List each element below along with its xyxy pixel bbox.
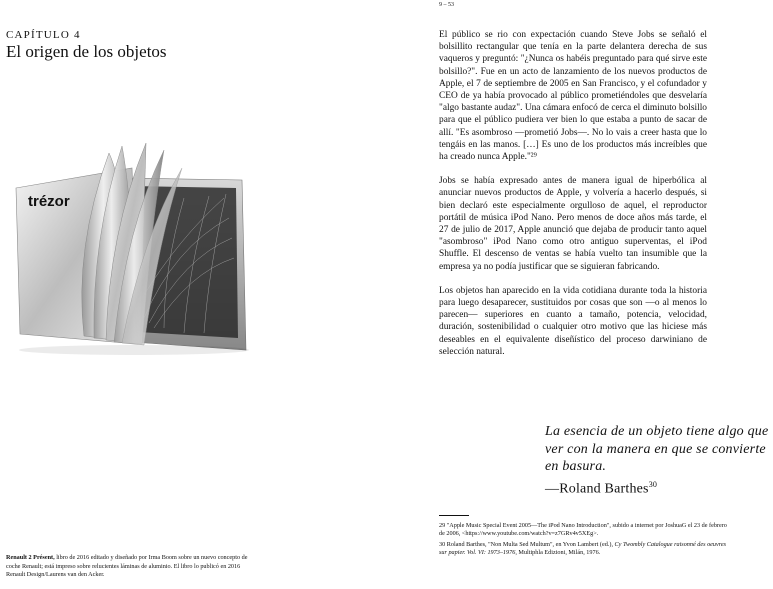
paragraph: El público se rio con expectación cuando Steve Jobs se señaló el bolsillito rectangular que tenía en la parte delantera derecha de sus vaqueros y preguntó: "¿Nunca os habéis preguntado para qué sirve este bolsillo?". Fue en un acto de lanzamiento de los nuevos productos de Apple, el 7 de septiembre de 2005 en San Francisco, y el cofundador y CEO de ya había provocado al público prometiéndoles que desvelaría "algo bastante audaz". Una cámara enfocó de cerca el diminuto bolsillo para que el público pudiera ver bien lo que estaba a punto de sacar de allí. "Es asombroso —prometió Jobs—. No lo vais a creer hasta que lo tengáis en las manos. […] Es uno de los productos más increíbles que ha creado nunca Apple."²⁹	[439, 30, 707, 163]
caption-bold: Renault 2 Présent,	[6, 554, 55, 561]
footnotes	[439, 522, 729, 560]
chapter-label: CAPÍTULO 4	[6, 29, 81, 41]
epigraph-author-name: —Roland Barthes	[545, 481, 649, 497]
epigraph-quote: La esencia de un objeto tiene algo que ver con la manera en que se convierte en basura.	[545, 424, 769, 474]
footnote-30-title: Cy Twombly Catalogue raisonné des oeuvres sur papier. Vol. VI: 1973–1976	[439, 541, 727, 556]
epigraph-author	[545, 476, 773, 498]
aluminum-book-image	[14, 128, 254, 358]
paragraph: Los objetos han aparecido en la vida cotidiana durante toda la historia para luego desaparecer, sustituidos por cosas que son —o al menos lo parecen— superiores en cuanto a tamaño, potencia, velocidad, duración, sostenibilidad o cualquier otro motivo que las hiciese más deseables en el equivalente diseñístico del proceso darwiniano de selección natural.	[439, 285, 707, 357]
footnote-divider	[439, 515, 469, 516]
image-caption	[6, 554, 252, 580]
chapter-title: El origen de los objetos	[6, 42, 167, 61]
epigraph	[545, 423, 773, 498]
left-page	[0, 0, 386, 589]
footnote-30-publisher: , Multiphla Edizioni, Milán, 1976.	[515, 548, 601, 556]
right-page	[386, 0, 773, 589]
footnote-30	[439, 541, 729, 556]
book-logo: trézor	[28, 193, 70, 210]
body-text	[439, 29, 707, 370]
page-number: 9 – 53	[439, 2, 454, 8]
paragraph: Jobs se había expresado antes de manera igual de hiperbólica al anunciar nuevos productos de Apple, y volvería a hacerlo después, si bien declaró este especialmente orgulloso de aquel, el reproductor portátil de música iPod Nano. Pero menos de doce años más tarde, el 27 de julio de 2017, Apple anunció que dejaba de producir tanto aquel "asombroso" iPod Nano como otro antiguo superventas, el iPod Shuffle. El descenso de ventas se había vuelto tan insumible que la empresa ya no podía justificar que se siguieran fabricando.	[439, 176, 707, 272]
footnote-ref: 30	[648, 479, 658, 489]
footnote-29: 29 "Apple Music Special Event 2005—The iPod Nano Introduction", subido a internet por JoshuaG el 23 de febrero de 2006, <https://www.youtube.com/watch?v=z7GRv4v5XEg>.	[439, 522, 727, 537]
footnote-30-text: 30 Roland Barthes, "Non Multa Sed Multum", en Yvon Lambert (ed.),	[439, 541, 615, 549]
caption-text: libro de 2016 editado y diseñado por Irma Boom sobre un nuevo concepto de coche Renault; está impreso sobre relucientes láminas de aluminio. El libro lo publicó en 2016 Renault Design/Laurens van den Acker.	[6, 554, 248, 579]
